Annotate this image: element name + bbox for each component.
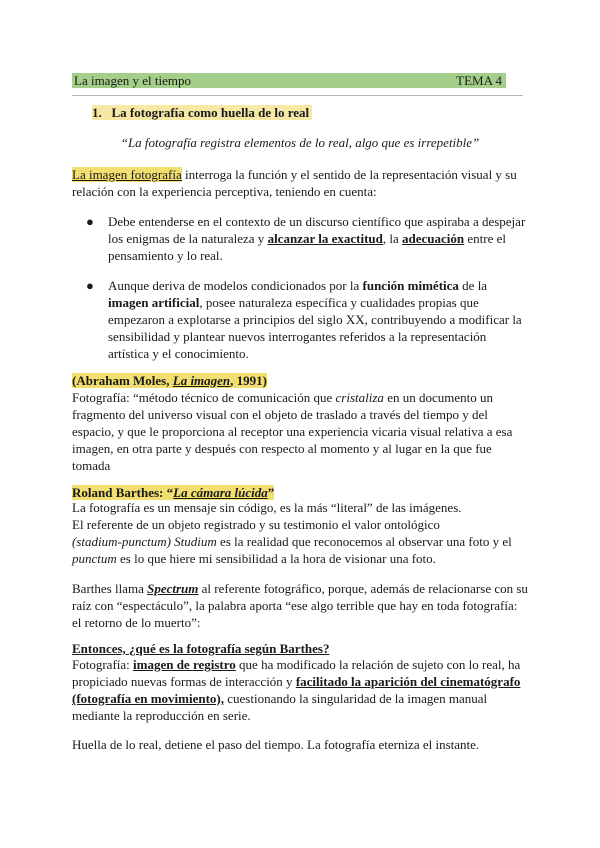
section-heading xyxy=(92,104,512,121)
barthes-studium: (stadium-punctum) Studium xyxy=(72,534,217,549)
spectrum-term: Spectrum xyxy=(147,581,199,596)
barthes-text-c: es la realidad que reconocemos al observar una foto y el xyxy=(216,534,512,549)
barthes-heading-b: ” xyxy=(267,485,275,500)
barthes-text xyxy=(72,499,528,567)
entonces-strong-b: facilitado la aparición del cinematógrafo (fotografía en movimiento), xyxy=(72,674,521,706)
moles-heading xyxy=(72,372,528,389)
bullet-item-1 xyxy=(108,213,528,264)
bullet-1-text-c: entre el pensamiento y lo real. xyxy=(108,231,507,263)
bullet-2-text-c: , posee naturaleza específica y cualidades propias que empezaron a explotarse a principios del siglo XX, contribuyendo a modificar la sensibilidad y plantear nuevos interrogantes referidos a la representación artística y el conocimiento. xyxy=(108,295,522,361)
closing-paragraph: Huella de lo real, detiene el paso del tiempo. La fotografía eterniza el instante. xyxy=(72,737,480,752)
moles-text xyxy=(72,389,528,474)
barthes-line-2: El referente de un objeto registrado y su testimonio el valor ontológico xyxy=(72,517,440,532)
header-bar xyxy=(72,73,506,88)
intro-lead: La imagen fotografía xyxy=(72,167,182,182)
entonces-text-b: que ha modificado la relación de sujeto con lo real, ha propiciado nuevas formas de interacción y xyxy=(72,657,521,689)
barthes-heading-a: Roland Barthes: “ xyxy=(72,485,174,500)
intro-paragraph xyxy=(72,166,528,200)
section-title: La fotografía como huella de lo real xyxy=(111,105,310,120)
barthes-heading-title: La cámara lúcida xyxy=(173,485,268,500)
section-heading-box xyxy=(92,105,312,120)
spectrum-text-a: Barthes llama xyxy=(72,581,148,596)
barthes-text-d: es lo que hiere mi sensibilidad a la hora de visionar una foto. xyxy=(116,551,436,566)
header-topic: TEMA 4 xyxy=(456,73,502,88)
moles-heading-title: La imagen xyxy=(172,373,231,388)
quote: “La fotografía registra elementos de lo real, algo que es irrepetible” xyxy=(120,135,480,150)
moles-text-a: Fotografía: “método técnico de comunicación que xyxy=(72,390,336,405)
moles-text-b: en un documento un fragmento del universo visual con el objeto de traslado a través del tiempo y del espacio, y que le proporciona al receptor una experiencia vicaria visual relativa a esa imagen, en otra parte y después con respecto al momento y al lugar en la que fue tomada xyxy=(72,390,513,473)
moles-heading-b: , 1991) xyxy=(230,373,268,388)
barthes-line-3 xyxy=(72,533,528,567)
header-divider xyxy=(72,95,523,96)
header-title: La imagen y el tiempo xyxy=(74,73,191,88)
bullet-2-strong-b: imagen artificial xyxy=(108,295,200,310)
bullet-1-text-b: , la xyxy=(382,231,403,246)
bullet-1-strong-a: alcanzar la exactitud xyxy=(267,231,383,246)
entonces-text-c: cuestionando la singularidad de la imagen manual mediante la reproducción en serie. xyxy=(72,691,488,723)
moles-text-em: cristaliza xyxy=(335,390,384,405)
moles-section xyxy=(72,372,528,474)
bullet-icon: ● xyxy=(86,214,94,229)
bullet-2-text-a: Aunque deriva de modelos condicionados por la xyxy=(108,278,363,293)
bullet-item-2 xyxy=(108,277,528,362)
bullet-1-text-a: Debe entenderse en el contexto de un discurso científico que aspiraba a despejar los enigmas de la naturaleza y xyxy=(108,214,526,246)
bullet-1-strong-b: adecuación xyxy=(402,231,465,246)
barthes-punctum: punctum xyxy=(72,551,117,566)
bullet-2-text-b: de la xyxy=(458,278,488,293)
bullet-2-strong-a: función mimética xyxy=(362,278,459,293)
entonces-strong-a: imagen de registro xyxy=(133,657,236,672)
intro-rest: interroga la función y el sentido de la representación visual y su relación con la experiencia perceptiva, teniendo en cuenta: xyxy=(72,167,517,199)
section-number: 1. xyxy=(92,105,102,120)
barthes-line-1: La fotografía es un mensaje sin código, es la más “literal” de las imágenes. xyxy=(72,500,462,515)
spectrum-paragraph xyxy=(72,580,528,631)
bullet-icon: ● xyxy=(86,278,94,293)
entonces-text xyxy=(72,656,528,724)
moles-heading-a: (Abraham Moles, xyxy=(72,373,173,388)
entonces-text-a: Fotografía: xyxy=(72,657,134,672)
entonces-heading: Entonces, ¿qué es la fotografía según Barthes? xyxy=(72,641,330,656)
spectrum-text-b: al referente fotográfico, porque, además de relacionarse con su raíz con “espectáculo”, la palabra aporta “ese algo terrible que hay en toda fotografía: el retorno de lo muerto”: xyxy=(72,581,528,630)
